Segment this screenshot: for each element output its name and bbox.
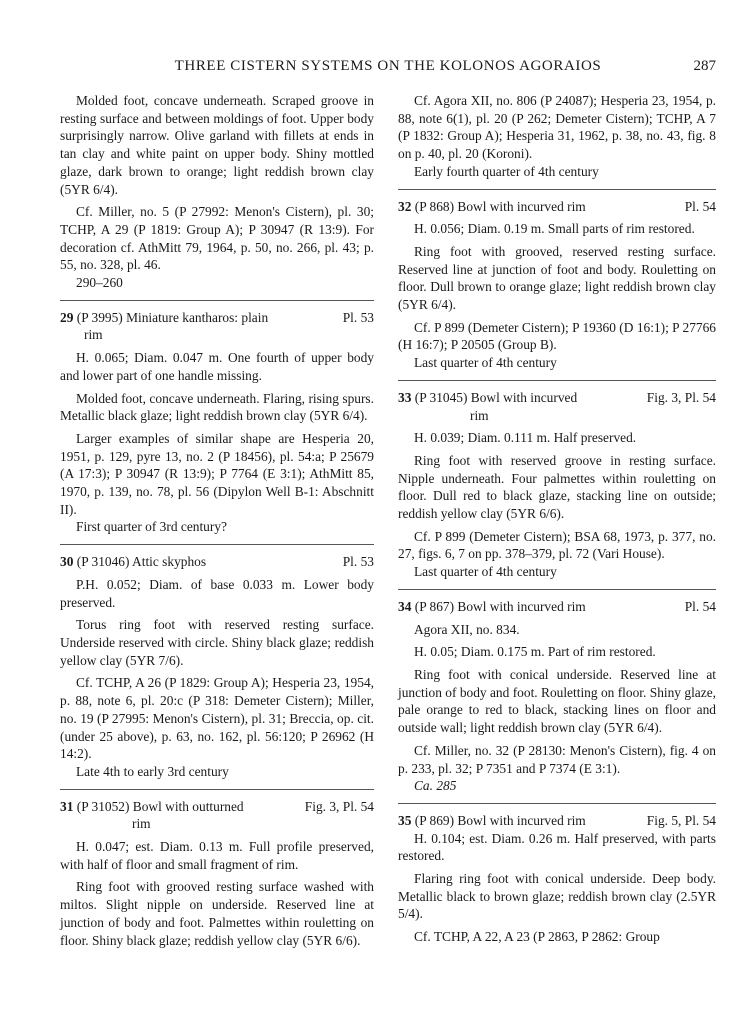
entry-29-plate: Pl. 53 bbox=[342, 309, 374, 325]
running-title: THREE CISTERN SYSTEMS ON THE KOLONOS AGORAIOS bbox=[174, 58, 602, 74]
entry-30-title: (P 31046) Attic skyphos bbox=[76, 554, 207, 570]
entry-35-plate: Fig. 5, Pl. 54 bbox=[646, 812, 716, 828]
entry-separator bbox=[398, 589, 716, 590]
entry-35-comparanda: Cf. TCHP, A 22, A 23 (P 2863, P 2862: Group bbox=[414, 929, 660, 945]
running-header bbox=[60, 58, 716, 78]
entry-separator bbox=[60, 300, 374, 301]
entry-32-description: Ring foot with grooved, reserved resting surface. Reserved line at junction of foot and body. Rouletting on floor. Dull brown to orange glaze; light reddish brown clay (5YR 6/4). bbox=[398, 243, 716, 313]
entry-33-dimensions: H. 0.039; Diam. 0.111 m. Half preserved. bbox=[414, 430, 637, 446]
entry-32-title: (P 868) Bowl with incurved rim bbox=[414, 198, 586, 214]
entry-separator bbox=[398, 380, 716, 381]
entry-31-title: (P 31052) Bowl with outturned bbox=[76, 798, 244, 814]
entry-33-title-continued: rim bbox=[470, 407, 489, 423]
entry-30-description: Torus ring foot with reserved resting surface. Underside reserved with circle. Shiny black glaze; reddish yellow clay (5YR 7/6). bbox=[60, 617, 374, 668]
entry-31-comparanda: Cf. Agora XII, no. 806 (P 24087); Hesperia 23, 1954, p. 88, note 6(1), pl. 20 (P 262; Demeter Cistern); TCHP, A 7 (P 1832: Group A); Hesperia 31, 1962, p. 38, no. 43, fig. 8 on p. 40, pl. 20 (Koroni). bbox=[398, 93, 716, 162]
left-column bbox=[60, 92, 374, 949]
entry-31-number: 31 bbox=[60, 798, 74, 814]
entry-34-title: (P 867) Bowl with incurved rim bbox=[414, 598, 586, 614]
entry-32-plate: Pl. 54 bbox=[684, 198, 716, 214]
entry-separator bbox=[60, 544, 374, 545]
entry-34-reference: Agora XII, no. 834. bbox=[414, 621, 520, 637]
entry-33-description: Ring foot with reserved groove in resting surface. Nipple underneath. Four palmettes within rouletting on floor. Dull red to black glaze, stacking line on outside; reddish yellow clay (5YR 6/6). bbox=[398, 452, 716, 522]
entry-35-dimensions: H. 0.104; est. Diam. 0.26 m. Half preserved, with parts restored. bbox=[398, 830, 716, 864]
entry-33-comparanda: Cf. P 899 (Demeter Cistern); BSA 68, 1973, p. 377, no. 27, figs. 6, 7 on pp. 378–379, pl. 72 (Vari House). bbox=[398, 528, 716, 562]
entry-33-date: Last quarter of 4th century bbox=[414, 564, 557, 580]
entry-34-description: Ring foot with conical underside. Reserved line at junction of body and foot. Rouletting on floor. Shiny glaze, pale orange to red to black, stacking lines on floor and outside wall; light reddish brown clay (5YR 6/4). bbox=[398, 666, 716, 736]
entry-33-heading bbox=[398, 389, 716, 407]
entry-31-heading bbox=[60, 798, 374, 816]
entry-29-title-continued: rim bbox=[84, 327, 103, 343]
page-number: 287 bbox=[693, 58, 716, 74]
entry-34-comparanda: Cf. Miller, no. 32 (P 28130: Menon's Cistern), fig. 4 on p. 233, pl. 32; P 7351 and P 7374 (E 3:1). bbox=[398, 742, 716, 776]
entry-30-number: 30 bbox=[60, 554, 74, 570]
entry-31-plate: Fig. 3, Pl. 54 bbox=[304, 798, 374, 814]
entry-31-dimensions: H. 0.047; est. Diam. 0.13 m. Full profile preserved, with half of floor and small fragment of rim. bbox=[60, 839, 374, 872]
entry-29-title: (P 3995) Miniature kantharos: plain bbox=[76, 309, 269, 325]
entry-34-plate: Pl. 54 bbox=[684, 598, 716, 614]
entry-35-heading bbox=[398, 812, 716, 830]
entry-34-heading bbox=[398, 598, 716, 616]
entry-30-heading bbox=[60, 553, 374, 571]
entry-separator bbox=[60, 789, 374, 790]
entry-31-description: Ring foot with grooved resting surface washed with miltos. Slight nipple on underside. Reserved line at junction of body and foot. Palmettes within rouletting on floor. Shiny black glaze; reddish yellow clay (5YR 6/6). bbox=[60, 879, 374, 948]
entry-31-date: Early fourth quarter of 4th century bbox=[414, 163, 599, 179]
entry-33-plate: Fig. 3, Pl. 54 bbox=[646, 389, 716, 405]
entry-30-plate: Pl. 53 bbox=[342, 554, 374, 570]
entry-29-number: 29 bbox=[60, 309, 74, 325]
entry-33-number: 33 bbox=[398, 389, 412, 405]
entry-33-title: (P 31045) Bowl with incurved bbox=[414, 389, 578, 405]
entry-34-number: 34 bbox=[398, 598, 412, 614]
entry-34-date: Ca. 285 bbox=[414, 778, 457, 794]
entry-29-dimensions: H. 0.065; Diam. 0.047 m. One fourth of upper body and lower part of one handle missing. bbox=[60, 350, 374, 383]
entry-28-date: 290–260 bbox=[76, 275, 123, 291]
entry-29-description: Molded foot, concave underneath. Flaring, rising spurs. Metallic black glaze; light reddish brown clay (5YR 6/4). bbox=[60, 390, 374, 424]
entry-32-number: 32 bbox=[398, 198, 412, 214]
entry-35-title: (P 869) Bowl with incurved rim bbox=[414, 812, 586, 828]
entry-separator bbox=[398, 189, 716, 190]
entry-29-heading bbox=[60, 309, 374, 327]
entry-32-comparanda: Cf. P 899 (Demeter Cistern); P 19360 (D 16:1); P 27766 (H 16:7); P 20505 (Group B). bbox=[398, 319, 716, 353]
entry-separator bbox=[398, 803, 716, 804]
entry-34-dimensions: H. 0.05; Diam. 0.175 m. Part of rim restored. bbox=[414, 644, 656, 660]
entry-30-comparanda: Cf. TCHP, A 26 (P 1829: Group A); Hesperia 23, 1954, p. 88, note 6, pl. 20:c (P 318: Demeter Cistern); Miller, no. 19 (P 27995: Menon's Cistern), pl. 31; Breccia, op. cit. (under 25 above), p. 63, no. 162, pl. 56:120; P 26962 (H 14:2). bbox=[60, 675, 374, 762]
entry-28-comparanda: Cf. Miller, no. 5 (P 27992: Menon's Cistern), pl. 30; TCHP, A 29 (P 1819: Group A); P 30947 (R 13:9). For decoration cf. AthMitt 79, 1964, p. 50, no. 266, pl. 43; p. 55, no. 328, pl. 46. bbox=[60, 204, 374, 273]
entry-35-description: Flaring ring foot with conical underside. Deep body. Metallic black to brown glaze; reddish brown clay (2.5YR 5/4). bbox=[398, 871, 716, 922]
entry-32-heading bbox=[398, 198, 716, 216]
entry-28-description: Molded foot, concave underneath. Scraped groove in resting surface and between moldings of foot. Upper body surprisingly narrow. Olive garland with fillets at ends in tan clay and white paint on upper body. Shiny mottled glaze, dark brown to orange; light reddish brown clay (5YR 6/4). bbox=[60, 93, 374, 197]
entry-29-comparanda: Larger examples of similar shape are Hesperia 20, 1951, p. 129, pyre 13, no. 2 (P 18456), pl. 54:a; P 25679 (A 17:3); P 30947 (R 13:9); P 7764 (E 3:1); AthMitt 85, 1970, p. 139, no. 78, pl. 56 (Dipylon Well B-1: Abschnitt II). bbox=[60, 430, 374, 517]
entry-29-date: First quarter of 3rd century? bbox=[76, 519, 227, 535]
entry-32-dimensions: H. 0.056; Diam. 0.19 m. Small parts of rim restored. bbox=[414, 221, 695, 237]
entry-30-date: Late 4th to early 3rd century bbox=[76, 763, 229, 779]
entry-30-dimensions: P.H. 0.052; Diam. of base 0.033 m. Lower body preserved. bbox=[60, 576, 374, 610]
entry-32-date: Last quarter of 4th century bbox=[414, 355, 557, 371]
entry-35-number: 35 bbox=[398, 812, 412, 828]
entry-31-title-continued: rim bbox=[132, 816, 151, 832]
right-column bbox=[398, 92, 716, 946]
